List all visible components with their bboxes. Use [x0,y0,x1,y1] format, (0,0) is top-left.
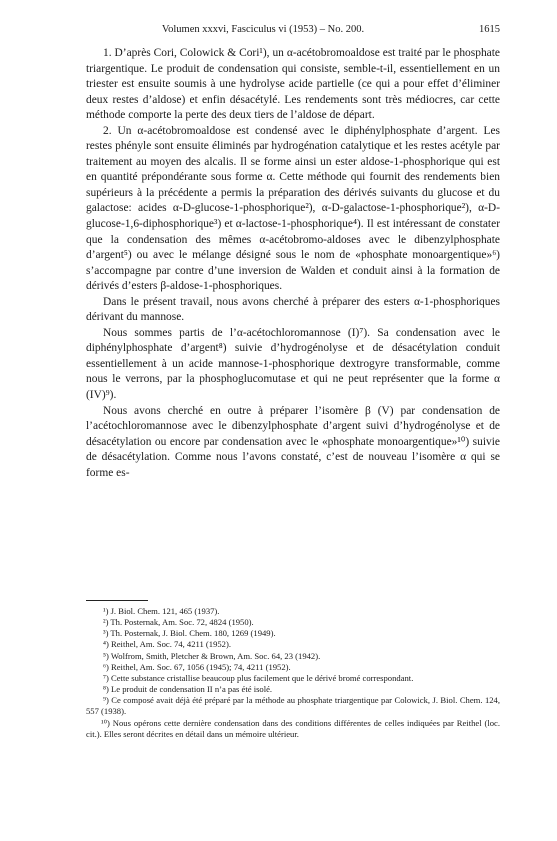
page-number: 1615 [479,24,500,35]
paragraph-method-1: 1. D’après Cori, Colowick & Cori¹), un α-acétobromoaldose est traité par le phosphate triargentique. Le produit de condensation qui consiste, semble-t-il, essentiellement en un triester est ensuite soumis à une hydrolyse acide partielle (ce qui a pour effet d’éliminer deux restes d’aldose) et enfin désacétylé. Les rendements sont très médiocres, car cette méthode comporte la perte des deux tiers de l’aldose de départ. [86,47,500,122]
footnote-separator [86,600,148,601]
footnote-6: ⁶) Reithel, Am. Soc. 67, 1056 (1945); 74, 4211 (1952). [103,661,291,672]
main-text [86,46,500,481]
footnote-1: ¹) J. Biol. Chem. 121, 465 (1937). [103,606,220,616]
footnote-4: ⁴) Reithel, Am. Soc. 74, 4211 (1952). [103,639,231,650]
running-title: Volumen xxxvi, Fasciculus vi (1953) – No. 200. [161,24,365,35]
footnote-2: ²) Th. Posternak, Am. Soc. 72, 4824 (1950). [103,617,254,628]
paragraph-method-2: 2. Un α-acétobromoaldose est condensé avec le diphénylphosphate d’argent. Les restes phényle sont ensuite éliminés par hydrogénation catalytique et les restes acétyle par traitement au moyen des alcalis. Il se forme ainsi un ester aldose-1-phosphorique qui est en quantité prépondérante sous forme α. Cette méthode qui fournit des rendements bien supérieurs à la précédente a permis la préparation des dérivés suivants du glucose et du galactose: acides α-D-glucose-1-phosphorique²), α-D-galactose-1-phosphorique²), α-D-glucose-1,6-diphosphorique³) et α-lactose-1-phosphorique⁴). Il est intéressant de constater que la condensation des mêmes α-acétobromo-aldoses avec le dibenzylphosphate d’argent⁵) ou avec le mélange désigné sous le nom de «phosphate monoargentique»⁶) s’accompagne par contre d’une inversion de Walden et conduit ainsi à la formation de dérivés d’esters β-aldose-1-phosphoriques. [86,124,500,293]
paragraph-beta-isomer: Nous avons cherché en outre à préparer l’isomère β (V) par condensation de l’acétochloromannose avec le dibenzylphosphate d’argent suivi d’hydrogénolyse et de désacétylation ou encore par condensation avec le «phosphate monoargentique»¹⁰) suivie de désacétylation. Comme nous l’avons constaté, c’est de nouveau l’isomère α qui se forme es- [86,404,500,479]
running-header [86,24,500,38]
paragraph-present-work: Dans le présent travail, nous avons cherché à préparer des esters α-1-phosphoriques dérivant du mannose. [86,295,500,324]
footnotes [86,606,500,740]
footnote-8: ⁸) Le produit de condensation II n’a pas été isolé. [103,684,273,695]
footnote-10: ¹⁰) Nous opérons cette dernière condensation dans des conditions différentes de celles indiquées par Reithel (loc. cit.). Elles seront décrites en détail dans un mémoire ultérieur. [86,717,500,739]
footnote-5: ⁵) Wolfrom, Smith, Pletcher & Brown, Am. Soc. 64, 23 (1942). [103,650,321,661]
footnote-9: ⁹) Ce composé avait déjà été préparé par la méthode au phosphate triargentique par Colowick, J. Biol. Chem. 124, 557 (1938). [86,695,500,717]
paragraph-acetochloromannose: Nous sommes partis de l’α-acétochloromannose (I)⁷). Sa condensation avec le diphénylphosphate d’argent⁸) suivie d’hydrogénolyse et de désacétylation conduit essentiellement à un acide mannose-1-phosphorique dextrogyre transformable, comme nous le verrons, par la phosphoglucomutase et qui ne peut représenter que la forme α (IV)⁹). [86,326,500,402]
footnote-3: ³) Th. Posternak, J. Biol. Chem. 180, 1269 (1949). [103,628,276,639]
footnote-7: ⁷) Cette substance cristallise beaucoup plus facilement que le dérivé bromé correspondant. [103,672,414,683]
